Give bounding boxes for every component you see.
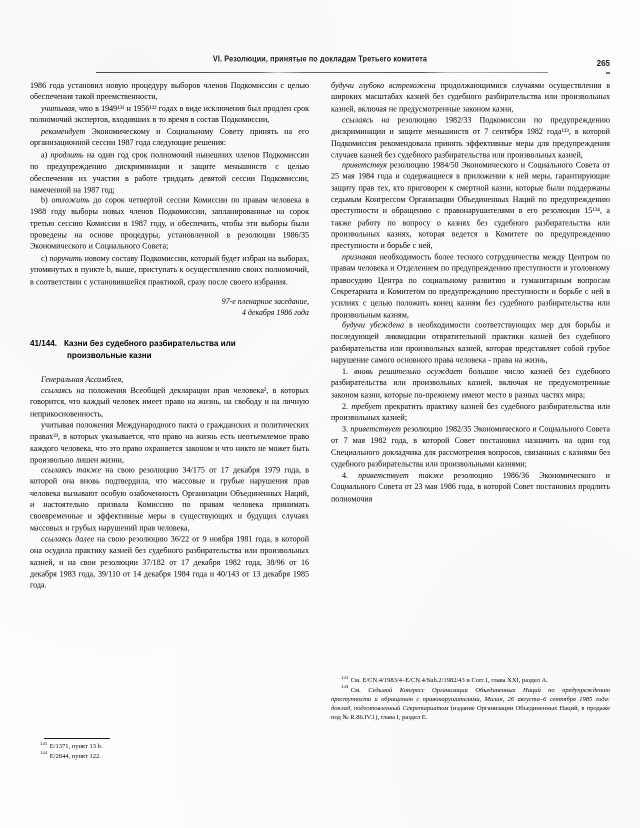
footnote-text: См. E/CN.4/1983/4–E/CN.4/Sub.2/1982/43 и Corr.1, глава XXI, раздел A.	[350, 677, 548, 684]
page-number: 265	[596, 59, 610, 68]
paragraph: приветствуя резолюцию 1984/50 Экономического и Социального Совета от 25 мая 1984 года и содержащиеся в приложении к ней меры, гарантирующие защиту прав тех, кто приговорен к смертной казни, которые были поддержаны седьмым Конгрессом Организации Объединенных Наций по предупреждению преступности и обращению с правонарушителями в его резолюции 15¹³⁴, а также работу по вопросу о казнях без судебного разбирательства или произвольных казнях, которая ведется в Комитете по предупреждению преступности и борьбе с ней,	[331, 160, 610, 251]
footnote-marker: 134	[341, 685, 349, 691]
paragraph: ссылаясь далее на свою резолюцию 36/22 от 9 ноября 1981 года, в которой она осудила практику казней без судебного разбирательства или произвольных казней, и на свои резолюции 37/182 от 17 декабря 1982 года, 38/96 от 16 декабря 1983 года, 39/110 от 14 декабря 1984 года и 40/143 от 13 декабря 1985 года.	[30, 534, 309, 590]
organ-name: Генеральная Ассамблея,	[41, 374, 124, 384]
footnote	[30, 742, 309, 751]
header-rule-artifact	[606, 72, 610, 74]
footnote-title-italic: Седьмой Конгресс Организации Объединенных Наций по предупреждению преступности и обращению с правонарушителями, Милан, 26 августа–6 сентября 1985 года: доклад, подготовленный Секретариатом	[331, 686, 610, 712]
resolution-title-line-2: произвольные казни	[67, 350, 152, 360]
running-head-title: VI. Резолюции, принятые по докладам Третьего комитета	[212, 53, 428, 64]
paragraph: b) отложить до сорок четвертой сессии Комиссии по правам человека в 1988 году выборы новых членов Подкомиссии, запланированные на сорок третью сессию Комиссии в 1987 году, и обеспечить, чтобы эти выборы были проведены на основе процедуры, установленной в резолюции 1986/35 Экономического и Социального Совета;	[30, 195, 309, 252]
paragraph: будучи убеждена в необходимости соответствующих мер для борьбы и последующей ликвидации отвратительной практики казней без судебного разбирательства или произвольных казней, которая представляет собой грубое нарушение самого основного права человека - права на жизнь,	[331, 320, 610, 365]
footnote-marker: 133	[341, 675, 349, 681]
left-column	[30, 80, 309, 591]
footnote-block-right	[331, 676, 610, 722]
right-column	[331, 80, 610, 591]
meeting-number: 97-е пленарное заседание,	[221, 296, 309, 306]
footnote-text-tail: (издание Организации Объединенных Наций, в продаже под № R.86.IV.1), глава I, раздел E.	[331, 704, 610, 721]
footnote	[331, 676, 610, 685]
footnote-separator-rule	[44, 738, 110, 739]
header-rule	[96, 72, 548, 73]
resolution-number: 41/144.	[30, 338, 58, 348]
paragraph: c) поручить новому составу Подкомиссии, который будет избран на выборах, упомянутых в пункте b, выше, приступать к осуществлению своих полномочий, в соответствии с установившейся практикой, сразу после своего избрания.	[30, 253, 309, 286]
footnote-marker: 132	[40, 751, 48, 757]
operative-paragraph: 1. вновь решительно осуждает большое число казней без судебного разбирательства или произвольных казней, включая не предусмотренные законом казни, которые по-прежнему имеют место в разных частях мира;	[331, 366, 610, 400]
footnote-block-left	[30, 738, 309, 761]
meeting-line	[30, 296, 309, 318]
paragraph: ссылаясь на резолюцию 1982/33 Подкомиссии по предупреждению дискриминации и защите меньшинств от 7 сентября 1982 года¹³³, в которой Подкомиссия рекомендовала принять эффективные меры для предупреждения случаев казней без судебного разбирательства или произвольных казней,	[331, 115, 611, 159]
paragraph: ссылаясь также на свою резолюцию 34/175 от 17 декабря 1979 года, в которой она вновь подтвердила, что массовые и грубые нарушения прав человека вызывают особую озабоченность Организации Объединенных Наций, и настоятельно призвала Комиссию по правам человека принимать своевременные и эффективные меры в существующих и будущих случаях массовых и грубых нарушений прав человека,	[30, 465, 309, 533]
paragraph: 1986 года установил новую процедуру выборов членов Подкомиссии с целью обеспечения такой преемственности,	[30, 80, 309, 102]
paragraph: будучи глубоко встревожена продолжающимися случаями осуществления в широких масштабах казней без судебного разбирательства или произвольных казней, включая не предусмотренные законом казни,	[331, 80, 610, 114]
operative-paragraph: 3. приветствует резолюцию 1982/35 Экономического и Социального Совета от 7 мая 1982 года, в которой Совет постановил назначить на один год Специального докладчика для рассмотрения вопросов, связанных с казнями без судебного разбирательства или произвольными казнями;	[331, 424, 611, 469]
paragraph: учитывая положения Международного пакта о гражданских и политических правах³³, в которых указывается, что право на жизнь есть неотъемлемое право каждого человека, что это право охраняется законом и что никто не может быть произвольно лишен жизни,	[30, 420, 309, 465]
operative-paragraph: 2. требует прекратить практику казней без судебного разбирательства или произвольных казней;	[331, 401, 611, 423]
footnote-marker: 131	[40, 741, 48, 747]
footnote	[331, 686, 610, 722]
paragraph: рекомендует Экономическому и Социальному Совету принять на его организационной сессии 1987 года следующие решения:	[30, 127, 309, 148]
running-head	[30, 54, 610, 68]
resolution-title-line-1: Казни без судебного разбирательства или	[64, 338, 236, 348]
paragraph: признавая необходимость более тесного сотрудничества между Центром по правам человека и Отделением по предупреждению преступности и уголовному правосудию Центра по социальному развитию и гуманитарным вопросам Секретариата и Комитетом по предупреждению преступности и борьбе с ней в усилиях с целью положить конец казням без судебного разбирательства или произвольным казням,	[331, 251, 610, 320]
operative-paragraph: 4. приветствует также резолюцию 1986/36 Экономического и Социального Совета от 23 мая 1986 года, в которой Совет постановил продлить полномочия	[331, 470, 610, 503]
paragraph: учитывая, что в 1949¹³¹ и 1956¹³² годах в виде исключения был продлен срок полномочий экспертов, входивших в то время в состав Подкомиссии,	[30, 103, 310, 125]
paragraph: ссылаясь на положения Всеобщей декларации прав человека², в которых говорится, что каждый человек имеет право на жизнь, на свободу и на личную неприкосновенность,	[30, 385, 309, 419]
footnote-text: E/1371, пункт 13 b.	[49, 743, 103, 750]
paragraph: a) продлить на один год срок полномочий нынешних членов Подкомиссии по предупреждению дискриминации и защите меньшинств с целью обеспечения их участия в работе тридцать девятой сессии Подкомиссии, намеченной на 1987 год;	[30, 150, 309, 195]
meeting-date: 4 декабря 1986 года	[241, 307, 309, 317]
footnote-text-lead: См.	[350, 686, 369, 694]
body-columns	[30, 80, 610, 591]
resolution-heading	[30, 338, 309, 362]
footnote-text: E/2844, пункт 122.	[49, 752, 101, 760]
footnote	[30, 752, 309, 761]
